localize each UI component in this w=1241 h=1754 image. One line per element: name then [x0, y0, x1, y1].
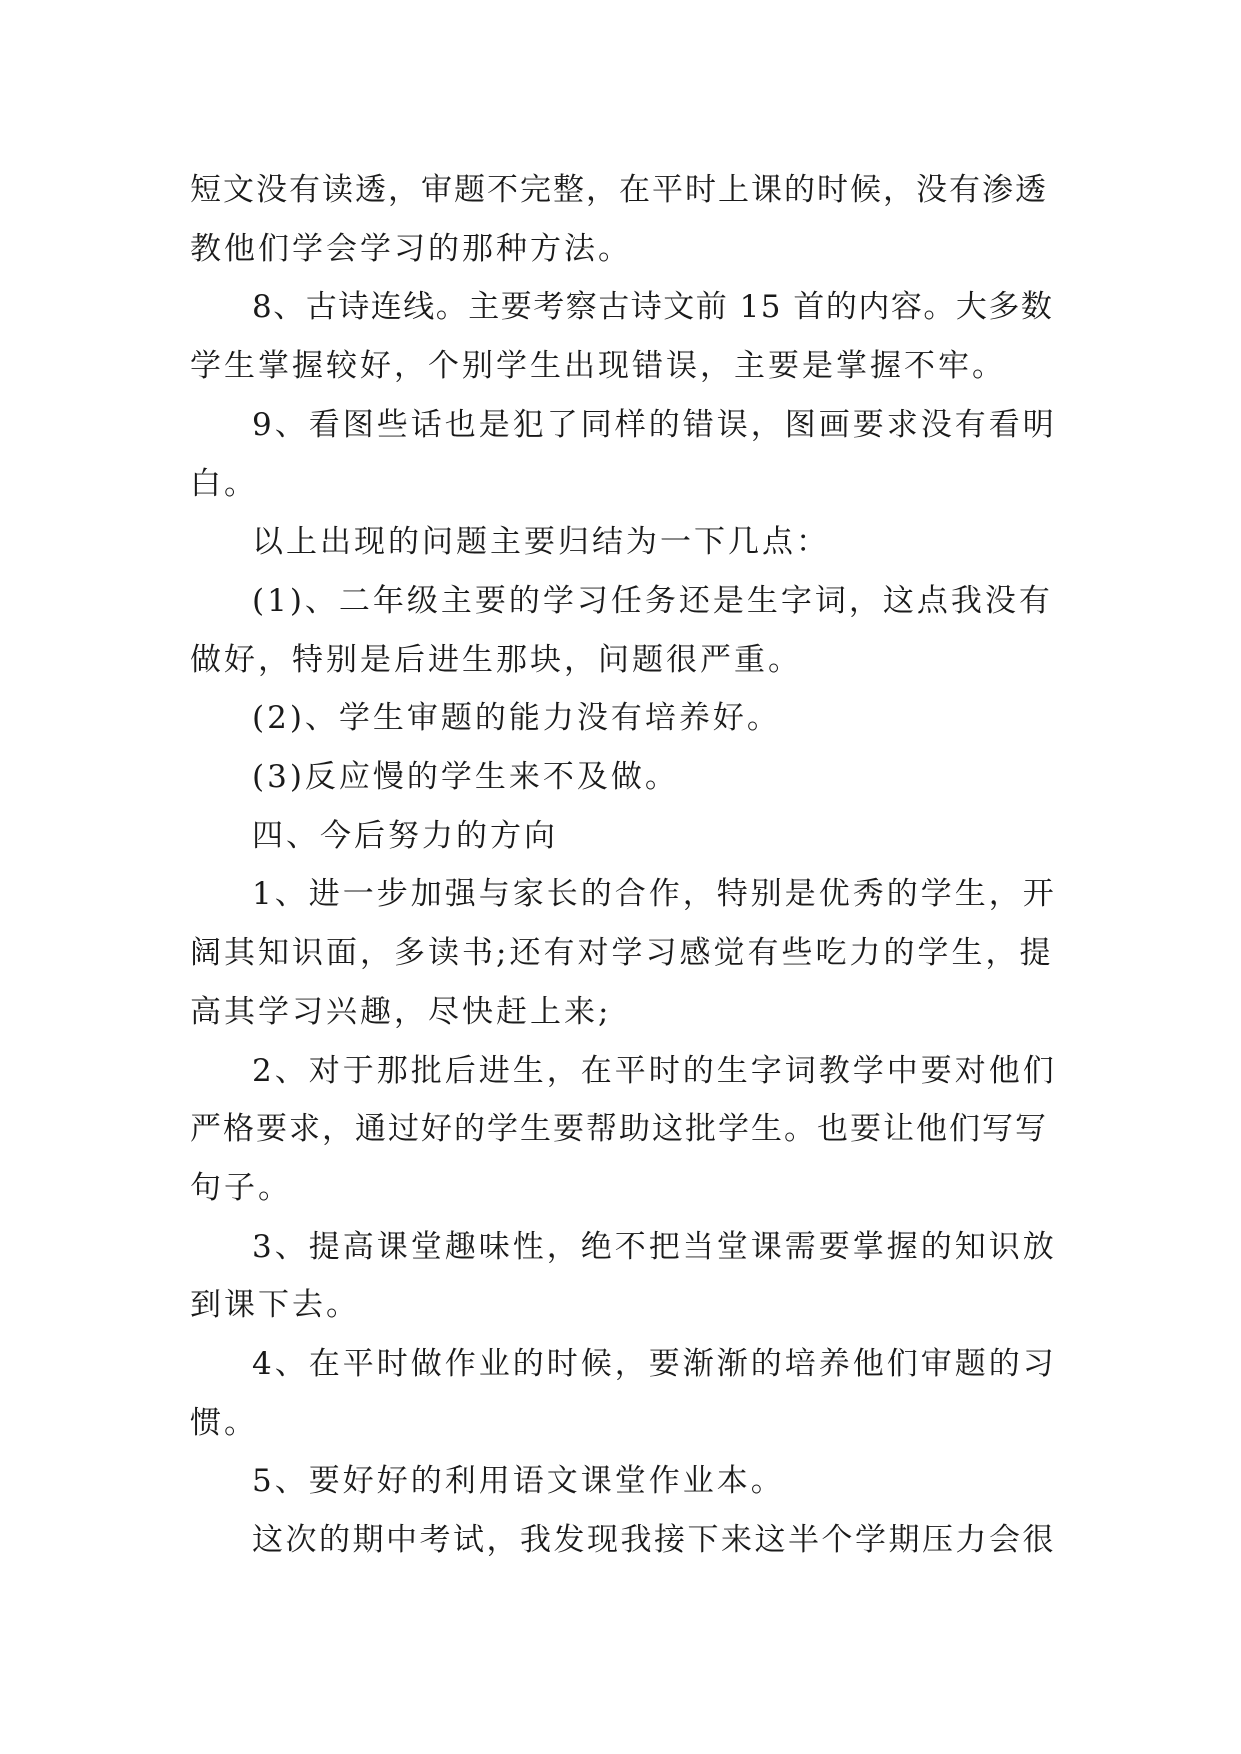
paragraph-line: (2)、学生审题的能力没有培养好。	[252, 700, 781, 737]
paragraph-line: 高其学习兴趣，尽快赶上来;	[190, 993, 612, 1030]
paragraph-line: 惯。	[190, 1404, 258, 1441]
paragraph-line: (3)反应慢的学生来不及做。	[252, 759, 679, 796]
paragraph-line: 以上出现的问题主要归结为一下几点：	[252, 524, 830, 561]
paragraph-line: 8、古诗连线。主要考察古诗文前 15 首的内容。大多数	[252, 289, 1054, 326]
document-body	[190, 161, 1058, 1570]
paragraph-line: 这次的期中考试，我发现我接下来这半个学期压力会很	[252, 1522, 1056, 1559]
paragraph-line: 3、提高课堂趣味性，绝不把当堂课需要掌握的知识放	[252, 1228, 1057, 1265]
paragraph-line: 2、对于那批后进生，在平时的生字词教学中要对他们	[252, 1052, 1057, 1089]
paragraph-line: 阔其知识面，多读书;还有对学习感觉有些吃力的学生，提	[190, 935, 1054, 972]
paragraph-line: 严格要求，通过好的学生要帮助这批学生。也要让他们写写	[190, 1111, 1048, 1148]
paragraph-line: 到课下去。	[190, 1287, 360, 1324]
paragraph-line: 5、要好好的利用语文课堂作业本。	[252, 1463, 785, 1500]
paragraph-line: 做好，特别是后进生那块，问题很严重。	[190, 641, 802, 678]
paragraph-line: 9、看图些话也是犯了同样的错误，图画要求没有看明	[252, 406, 1057, 443]
paragraph-line: 4、在平时做作业的时候，要渐渐的培养他们审题的习	[252, 1346, 1057, 1383]
paragraph-line: 白。	[190, 465, 258, 502]
paragraph-line: (1)、二年级主要的学习任务还是生字词，这点我没有	[252, 582, 1053, 619]
paragraph-line: 四、今后努力的方向	[252, 817, 558, 854]
paragraph-line: 学生掌握较好，个别学生出现错误，主要是掌握不牢。	[190, 348, 1006, 385]
paragraph-line: 短文没有读透，审题不完整，在平时上课的时候，没有渗透	[190, 172, 1048, 208]
paragraph-line: 1、进一步加强与家长的合作，特别是优秀的学生，开	[252, 876, 1057, 913]
paragraph-line: 句子。	[190, 1169, 292, 1206]
paragraph-line: 教他们学会学习的那种方法。	[190, 230, 632, 267]
